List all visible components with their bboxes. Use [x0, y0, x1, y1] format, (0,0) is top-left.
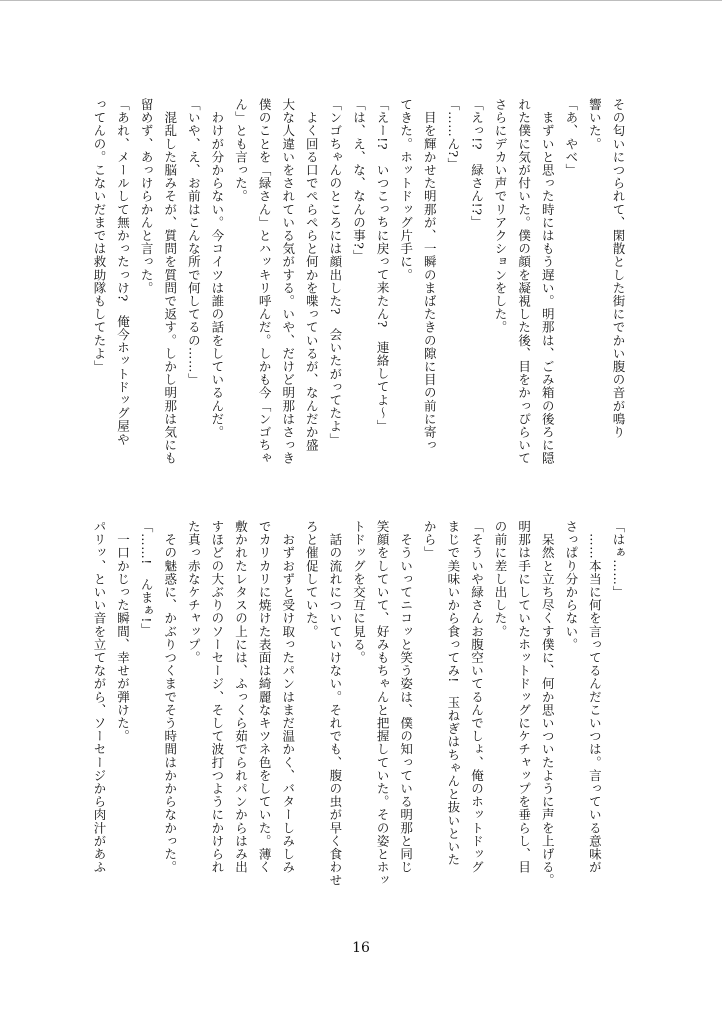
text-line: でカリカリに焼けた表面は綺麗なキツネ色をしていた。薄く — [257, 520, 273, 874]
text-line: 明那は手にしていたホットドッグにケチャップを垂らし、目 — [516, 520, 532, 874]
top-border-line — [0, 0, 722, 1]
text-line: 混乱した脳みそが、質問を質問で返す。しかし明那は気にも — [162, 98, 178, 465]
page-number: 16 — [352, 940, 370, 956]
text-line: 「えー!? いつこっちに戻って来たん? 連絡してよ〜」 — [375, 98, 391, 433]
text-line: さらにデカい声でリアクションをした。 — [493, 98, 509, 334]
text-line: 笑顔をしていて、好みもちゃんと把握していた。その姿とホッ — [375, 520, 391, 887]
text-line: 響いた。 — [587, 98, 603, 151]
text-line: 話の流れについていけない。それでも、腹の虫が早く食わせ — [327, 520, 343, 887]
text-line: トドッグを交互に見る。 — [351, 520, 367, 665]
text-line: おずおずと受け取ったパンはまだ温かく、バターしみしみ — [280, 520, 296, 874]
text-line: 「ンゴちゃんのところには顔出した? 会いたがってたよ」 — [327, 98, 343, 446]
text-line: から」 — [422, 520, 438, 560]
text-line: さっぱり分からない。 — [563, 520, 579, 651]
upper-text-block — [87, 98, 630, 498]
text-line: 「……ん?」 — [445, 98, 461, 171]
text-line: ん」とも言った。 — [233, 98, 249, 203]
text-line: 「……! んまぁ!」 — [139, 520, 155, 637]
text-line: の前に差し出した。 — [493, 520, 509, 638]
text-line: 「えっ!? 緑さん!?」 — [469, 98, 485, 229]
text-line: まずいと思った時にはもう遅い。明那は、ごみ箱の後ろに隠 — [540, 98, 556, 465]
text-line: すほどの大ぶりのソーセージ、そして波打つようにかけられ — [209, 520, 225, 874]
text-line: パリッ、といい音を立てながら、ソーセージから肉汁があふ — [91, 520, 107, 874]
text-line: まじで美味いから食ってみ! 玉ねぎはちゃんと抜いといた — [445, 520, 461, 867]
text-line: その匂いにつられて、閑散とした街にでかい腹の音が鳴り — [611, 98, 626, 439]
text-line: 「あ、やべ」 — [563, 98, 579, 177]
text-line: 「そういや緑さんお腹空いてるんでしょ、俺のホットドッグ — [469, 520, 485, 874]
text-line: れた僕に気が付いた。僕の顔を凝視した後、目をかっぴらいて — [516, 98, 532, 465]
text-line: 僕のことを「緑さん」とハッキリ呼んだ。しかも今「ンゴちゃ — [257, 98, 273, 465]
text-line: 「はぁ……」 — [611, 520, 626, 599]
text-line: 呆然と立ち尽くす僕に、何か思いついたように声を上げる。 — [540, 520, 556, 887]
text-line: 大な人違いをされている気がする。いや、だけど明那はさっき — [280, 98, 296, 465]
text-line: ってんの。こないだまでは救助隊もしてたよ」 — [91, 98, 107, 374]
text-line: 「は、え、な、なんの事?」 — [351, 98, 367, 263]
text-line: 「あれ、メールして無かったっけ? 俺今ホットドッグ屋や — [115, 98, 131, 446]
text-line: よく回る口でぺらぺらと何かを喋っているが、なんだか盛 — [304, 98, 320, 452]
text-line: てきた。ホットドッグ片手に。 — [398, 98, 414, 282]
lower-text-block — [87, 520, 630, 925]
text-line: 一口かじった瞬間、幸せが弾けた。 — [115, 520, 131, 743]
text-line: わけが分からない。今コイツは誰の話をしているんだ。 — [209, 98, 225, 439]
text-line: ……本当に何を言ってるんだこいつは。言っている意味が — [587, 520, 603, 874]
text-line: ろと催促していた。 — [304, 520, 320, 638]
text-line: そういってニコッと笑う姿は、僕の知っている明那と同じ — [398, 520, 414, 874]
text-line: その魅惑に、かぶりつくまでそう時間はかからなかった。 — [162, 520, 178, 874]
text-line: 目を輝かせた明那が、一瞬のまばたきの隙に目の前に寄っ — [422, 98, 438, 452]
text-line: 敷かれたレタスの上には、ふっくら茹でられパンからはみ出 — [233, 520, 249, 874]
text-line: 「いや、え、お前はこんな所で何してるの……」 — [186, 98, 202, 387]
text-line: 留めず、あっけらかんと言った。 — [139, 98, 155, 295]
text-line: た真っ赤なケチャップ。 — [186, 520, 202, 665]
